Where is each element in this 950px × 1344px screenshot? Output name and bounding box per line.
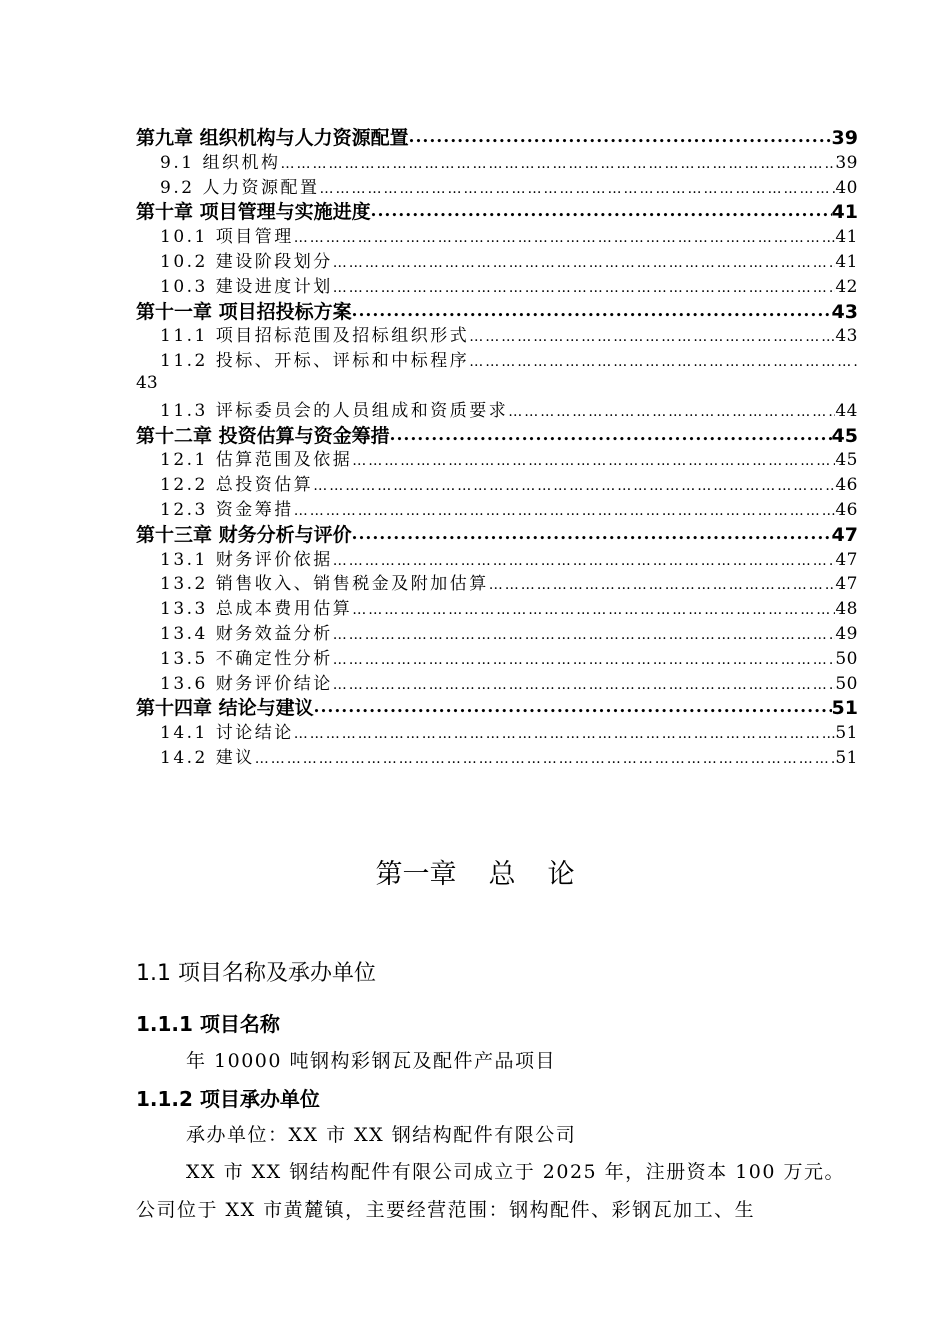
toc-dot-leader <box>390 425 832 446</box>
toc-chapter-entry[interactable] <box>136 693 858 718</box>
toc-entry-title: 12.3 资金筹措 <box>160 499 294 520</box>
toc-page-number: 41 <box>835 227 858 247</box>
company-paragraph-line1: XX 市 XX 钢结构配件有限公司成立于 2025 年，注册资本 100 万元。 <box>186 1161 846 1183</box>
toc-page-number: 50 <box>835 648 858 669</box>
toc-section-entry[interactable] <box>136 644 858 669</box>
toc-page-number: 48 <box>835 599 858 619</box>
toc-dot-leader <box>313 475 835 495</box>
toc-dot-leader <box>333 277 836 297</box>
toc-chapter-entry[interactable] <box>136 520 858 545</box>
toc-page-number: 45 <box>835 450 858 471</box>
toc-page-number: 43 <box>831 300 858 322</box>
toc-dot-leader <box>333 252 836 272</box>
toc-page-number: 51 <box>835 747 858 768</box>
toc-page-number: 47 <box>831 523 858 545</box>
toc-entry-title: 13.6 财务评价结论 <box>160 673 333 694</box>
toc-section-entry[interactable] <box>136 743 858 768</box>
toc-entry-title: 9.1 组织机构 <box>160 152 281 173</box>
toc-section-entry[interactable] <box>136 669 858 694</box>
section-heading-1-1-2: 1.1.2 项目承办单位 <box>136 1087 320 1111</box>
toc-dot-leader <box>294 500 836 520</box>
toc-entry-title: 第十一章 项目招投标方案 <box>136 300 352 322</box>
toc-dot-leader <box>319 178 835 198</box>
chapter-heading <box>0 852 950 891</box>
toc-dot-leader <box>508 401 835 421</box>
toc-page-number: 41 <box>835 251 858 272</box>
toc-dot-leader <box>333 624 836 644</box>
toc-chapter-entry[interactable] <box>136 421 858 446</box>
toc-entry-title: 第十四章 结论与建议 <box>136 697 314 719</box>
toc-page-number: 41 <box>831 201 858 223</box>
toc-page-number: 50 <box>835 673 858 694</box>
section-heading-1-1-1: 1.1.1 项目名称 <box>136 1012 280 1036</box>
toc-entry-title: 10.2 建设阶段划分 <box>160 251 333 272</box>
toc-entry-title: 13.1 财务评价依据 <box>160 549 333 570</box>
toc-page-number: 46 <box>835 499 858 520</box>
toc-dot-leader <box>294 227 836 247</box>
toc-entry-title: 13.4 财务效益分析 <box>160 623 333 644</box>
toc-chapter-entry[interactable] <box>136 123 858 148</box>
toc-dot-leader <box>314 697 832 718</box>
toc-page-number: 51 <box>835 723 858 743</box>
toc-dot-leader <box>352 599 835 619</box>
toc-entry-title: 13.2 销售收入、销售税金及附加估算 <box>160 574 489 595</box>
toc-entry-title: 10.1 项目管理 <box>160 227 294 247</box>
toc-section-entry[interactable] <box>136 718 858 743</box>
toc-page-number: 43 <box>835 326 858 347</box>
table-of-contents <box>136 123 858 768</box>
toc-dot-leader <box>333 674 836 694</box>
toc-entry-title: 12.1 估算范围及依据 <box>160 450 353 471</box>
toc-section-entry[interactable] <box>136 470 858 495</box>
toc-entry-title: 10.3 建设进度计划 <box>160 276 333 297</box>
toc-entry-title: 第十章 项目管理与实施进度 <box>136 201 371 223</box>
toc-dot-leader <box>489 574 836 594</box>
toc-dot-leader <box>469 351 858 371</box>
toc-page-number: 47 <box>835 574 858 595</box>
project-name-text: 年 10000 吨钢构彩钢瓦及配件产品项目 <box>186 1050 557 1072</box>
company-paragraph-line2: 公司位于 XX 市黄麓镇，主要经营范围：钢构配件、彩钢瓦加工、生 <box>136 1199 756 1221</box>
toc-entry-title: 11.3 评标委员会的人员组成和资质要求 <box>160 400 509 421</box>
toc-entry-title: 第十二章 投资估算与资金筹措 <box>136 424 390 446</box>
toc-section-entry[interactable] <box>136 321 858 346</box>
toc-entry-title: 13.3 总成本费用估算 <box>160 599 353 619</box>
toc-entry-title: 11.1 项目招标范围及招标组织形式 <box>160 326 470 347</box>
toc-entry-title: 14.1 讨论结论 <box>160 723 294 743</box>
toc-entry-title: 13.5 不确定性分析 <box>160 648 333 669</box>
toc-page-number: 51 <box>831 697 858 719</box>
toc-dot-leader <box>280 153 835 173</box>
toc-section-entry[interactable] <box>136 173 858 198</box>
toc-dot-leader <box>352 524 832 545</box>
toc-page-number: 45 <box>831 424 858 446</box>
toc-section-entry[interactable] <box>136 545 858 570</box>
toc-dot-leader <box>371 201 832 222</box>
toc-section-entry[interactable] <box>136 346 858 371</box>
toc-section-entry[interactable] <box>136 495 858 520</box>
toc-dot-leader <box>409 127 832 148</box>
toc-page-number: 39 <box>835 152 858 173</box>
toc-section-entry[interactable] <box>136 247 858 272</box>
toc-dot-leader <box>333 550 836 570</box>
toc-section-entry[interactable] <box>136 396 858 421</box>
section-heading-1-1: 1.1 项目名称及承办单位 <box>136 961 376 986</box>
toc-page-number-wrapped: 43 <box>136 372 158 393</box>
toc-section-entry[interactable] <box>136 445 858 470</box>
toc-dot-leader <box>333 649 836 669</box>
toc-entry-title: 第九章 组织机构与人力资源配置 <box>136 127 409 148</box>
toc-entry-title: 第十三章 财务分析与评价 <box>136 523 352 545</box>
toc-page-number: 39 <box>831 127 858 148</box>
toc-section-entry[interactable] <box>136 594 858 619</box>
toc-page-number: 42 <box>835 276 858 297</box>
toc-page-number: 44 <box>835 400 858 421</box>
toc-section-entry[interactable] <box>136 222 858 247</box>
toc-dot-leader <box>352 301 832 322</box>
toc-page-number: 47 <box>835 549 858 570</box>
toc-page-number: 40 <box>835 177 858 198</box>
toc-section-entry[interactable] <box>136 148 858 173</box>
toc-section-entry[interactable] <box>136 619 858 644</box>
toc-dot-leader <box>294 723 836 743</box>
toc-dot-leader <box>352 450 835 470</box>
chapter-number: 第一章 <box>375 859 457 890</box>
toc-dot-leader <box>469 326 835 346</box>
toc-page-number: 49 <box>835 623 858 644</box>
toc-entry-title: 11.2 投标、开标、评标和中标程序 <box>160 351 470 371</box>
toc-chapter-entry[interactable] <box>136 297 858 322</box>
toc-dot-leader <box>255 748 836 768</box>
chapter-title-part2: 论 <box>547 859 575 890</box>
chapter-title-part1: 总 <box>488 859 516 890</box>
toc-chapter-entry[interactable] <box>136 197 858 222</box>
toc-section-entry[interactable] <box>136 272 858 297</box>
toc-entry-title: 14.2 建议 <box>160 747 255 768</box>
toc-page-number: 46 <box>835 475 858 495</box>
sponsor-text: 承办单位：XX 市 XX 钢结构配件有限公司 <box>186 1124 577 1146</box>
toc-entry-title: 12.2 总投资估算 <box>160 475 314 495</box>
toc-entry-title: 9.2 人力资源配置 <box>160 177 320 198</box>
toc-section-entry[interactable] <box>136 569 858 594</box>
